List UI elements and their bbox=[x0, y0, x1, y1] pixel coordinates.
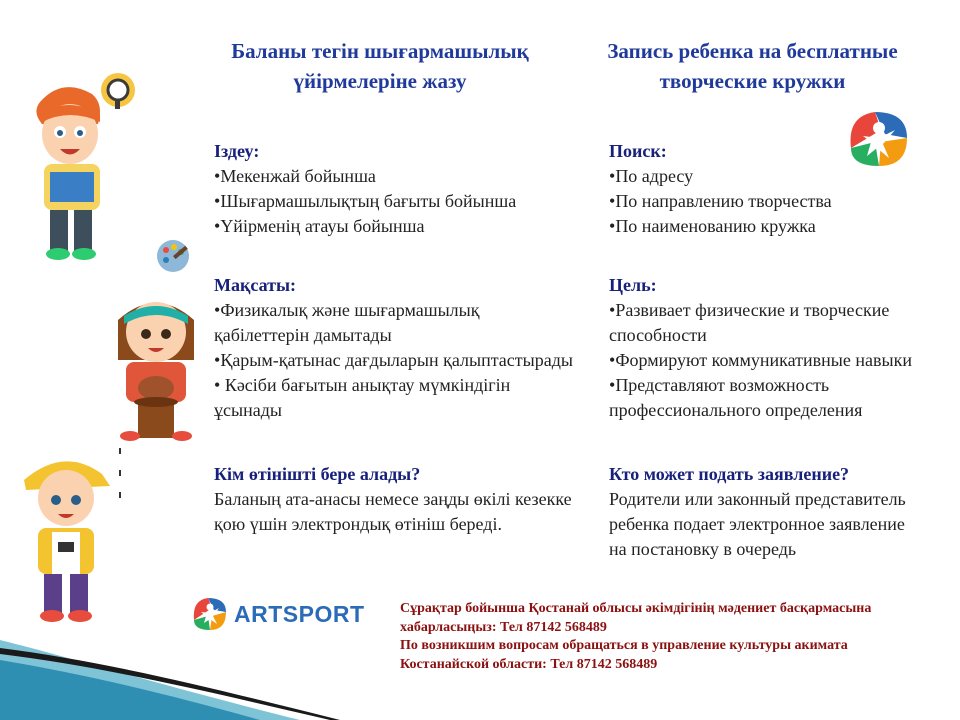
girl-pottery-illustration bbox=[108, 290, 204, 446]
decorative-dashes bbox=[118, 448, 122, 512]
contact-kz-line2: хабарласыңыз: Тел 87142 568489 bbox=[400, 619, 607, 635]
contact-kz-line1: Сұрақтар бойынша Қостанай облысы әкімдігінің мәдениет басқармасына bbox=[400, 601, 872, 616]
boy-reading-illustration bbox=[22, 72, 140, 262]
goal-ru-item: • Развивает физические и творческие способности bbox=[609, 298, 919, 348]
title-kz: Баланы тегін шығармашылық үйірмелеріне жазу bbox=[231, 39, 529, 93]
contact-ru-line2: Костанайской области: Тел 87142 568489 bbox=[400, 656, 658, 672]
goal-kz-item: • Қарым-қатынас дағдыларын қалыптастырады bbox=[214, 348, 576, 373]
search-kz-heading: Іздеу: bbox=[214, 141, 260, 161]
applicant-kz-text: Баланың ата-анасы немесе заңды өкілі кезекке қою үшін электрондық өтініш береді. bbox=[214, 489, 572, 534]
applicant-ru-heading: Кто может подать заявление? bbox=[609, 464, 850, 484]
applicant-kz-section bbox=[214, 462, 574, 537]
applicant-kz-heading: Кім өтінішті бере алады? bbox=[214, 464, 421, 484]
boy-cap-illustration bbox=[18, 452, 114, 624]
contact-ru-line1: По возникшим вопросам обращаться в управление культуры акимата bbox=[400, 638, 848, 653]
title-ru: Запись ребенка на бесплатные творческие кружки bbox=[607, 39, 898, 93]
search-ru-item: • По наименованию кружка bbox=[609, 214, 909, 239]
goal-kz-heading: Мақсаты: bbox=[214, 275, 296, 295]
goal-ru-item: • Представляют возможность профессионального определения bbox=[609, 373, 919, 423]
search-ru-item: • По адресу bbox=[609, 164, 909, 189]
applicant-ru-text: Родители или законный представитель ребенка подает электронное заявление на постановку в очередь bbox=[609, 489, 906, 559]
search-kz-item: • Шығармашылықтың бағыты бойынша bbox=[214, 189, 584, 214]
search-kz-item: • Үйірменің атауы бойынша bbox=[214, 214, 584, 239]
search-kz-section bbox=[214, 139, 584, 239]
goal-kz-item: • Кәсіби бағытын анықтау мүмкіндігін ұсынады bbox=[214, 373, 576, 423]
goal-kz-item: • Физикалық және шығармашылық қабілеттерін дамытады bbox=[214, 298, 576, 348]
artsport-logo-text: ARTSPORT bbox=[234, 600, 365, 627]
search-ru-item: • По направлению творчества bbox=[609, 189, 909, 214]
goal-ru-item: • Формируют коммуникативные навыки bbox=[609, 348, 919, 373]
palette-icon bbox=[155, 238, 191, 274]
artsport-logo bbox=[192, 596, 365, 632]
goal-ru-heading: Цель: bbox=[609, 275, 657, 295]
applicant-ru-section bbox=[609, 462, 909, 562]
search-kz-item: • Мекенжай бойынша bbox=[214, 164, 584, 189]
contact-info bbox=[400, 600, 945, 674]
goal-kz-section bbox=[214, 273, 576, 423]
search-ru-section bbox=[609, 139, 909, 239]
artsport-logo-icon bbox=[192, 596, 228, 632]
search-ru-heading: Поиск: bbox=[609, 141, 667, 161]
goal-ru-section bbox=[609, 273, 919, 423]
